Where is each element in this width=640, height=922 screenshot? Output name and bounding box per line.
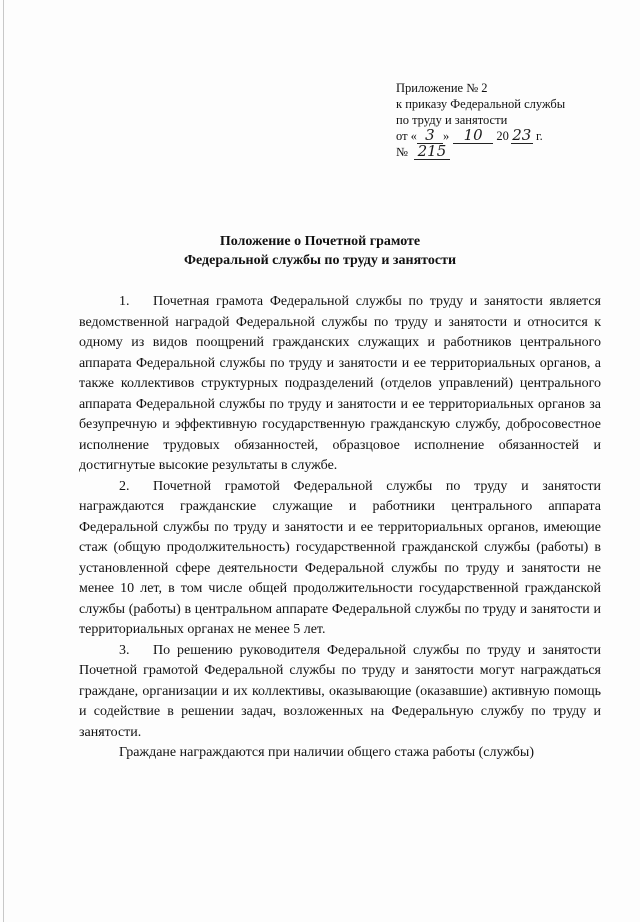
date-year-handwritten: 23 [512,126,532,144]
date-day-handwritten: 3 [425,126,435,144]
document-title [0,232,640,270]
date-year-prefix: 20 [496,129,509,143]
date-year-unit: г. [535,129,543,143]
title-line-1: Положение о Почетной грамоте [219,234,421,249]
paragraph-text: Граждане награждаются при наличии общего стажа работы (службы) [119,745,534,760]
paragraph-number: 2. [119,478,130,494]
paragraph-number: 1. [119,294,130,309]
number-field [414,142,450,160]
number-prefix: № [396,145,408,159]
paragraph-1 [79,292,601,477]
number-handwritten: 215 [417,142,447,160]
appendix-line-2: к приказу Федеральной службы [396,97,566,111]
scan-edge-line [3,0,4,922]
paragraph-text: По решению руководителя Федеральной службы по труду и занятости Почетной грамотой Федеральной службы по труду и занятости могут награждаться граждане, организации и их коллективы, оказывающие (оказавшие) активную помощь и содействие в решении задач, возложенных на Федеральную службу по труду и занятости. [79,642,601,740]
appendix-line-1: Приложение № 2 [396,81,488,95]
document-body [79,292,601,764]
appendix-block [396,80,596,160]
paragraph-number: 3. [119,642,130,658]
paragraph-2 [79,477,601,641]
date-year-field [511,126,533,144]
paragraph-text: Почетная грамота Федеральной службы по труду и занятости является ведомственной наградой Федеральной службы по труду и занятости и относится к одному из видов поощрений гражданских служащих и работников центрального аппарата Федеральной службы по труду и занятости и ее территориальных органов, а также коллективов структурных подразделений (отделов управлений) центрального аппарата Федеральной службы по труду и занятости и ее территориальных органов за безупречную и эффективную государственную гражданскую службу, добросовестное исполнение трудовых обязанностей, образцовое исполнение обязанностей и достигнутые высокие результаты в службе. [79,294,601,473]
appendix-line-3: по труду и занятости [396,113,508,127]
date-prefix: от « [396,129,417,143]
paragraph-4 [79,743,601,764]
date-mid: » [442,129,450,143]
paragraph-text: Почетной грамотой Федеральной службы по труду и занятости награждаются гражданские служащие и работники центрального аппарата Федеральной службы по труду и занятости и ее территориальных органов, имеющие стаж (общую продолжительность) государственной гражданской службы (работы) в установленной сфере деятельности Федеральной службы по труду и занятости не менее 10 лет, в том числе общей продолжительности государственной гражданской службы (работы) в центральном аппарате Федеральной службы по труду и занятости и территориальных органах не менее 5 лет. [79,478,601,637]
title-line-2: Федеральной службы по труду и занятости [183,253,457,268]
date-month-handwritten: 10 [463,126,483,144]
date-month-field [453,126,493,144]
paragraph-3 [79,641,601,744]
appendix-number [396,144,596,160]
